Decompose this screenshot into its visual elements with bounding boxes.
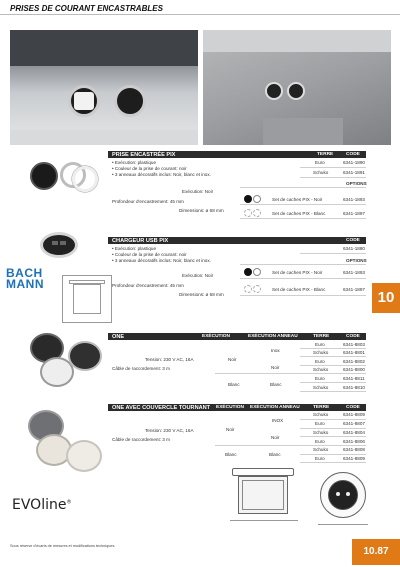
usb-code: 6341-1880 (343, 246, 365, 251)
one-exec-noir: Noir (228, 357, 237, 362)
bachmann-logo: BACH MANN (6, 266, 44, 291)
one-couvercle-terre-6: Euro (315, 456, 325, 461)
one-couvercle-tension: Tension: 230 V AC, 16A (145, 428, 194, 433)
pix-option-2-label: Set de caches PIX - Blanc (272, 211, 326, 216)
page-title: PRISES DE COURANT ENCASTRABLES (10, 4, 163, 13)
cover-placeholder-icon (244, 209, 252, 217)
pix-col-terre: TERRE (317, 152, 334, 157)
one-code-3: 6341-8802 (343, 359, 365, 364)
pix-bullet-1: • Exécution: plastique (112, 160, 156, 165)
usb-execution: Exécution: Noir (182, 273, 214, 278)
one-code-1: 6341-8803 (343, 342, 365, 347)
one-code-6: 6341-8810 (343, 385, 365, 390)
usb-option-1-code: 6341-1893 (343, 270, 365, 275)
black-cover-icon (244, 195, 252, 203)
pix-options-label: OPTIONS (346, 181, 367, 186)
one-couvercle-col-anneau: EXÉCUTION ANNEAU (250, 405, 300, 410)
header-divider (0, 14, 400, 15)
usb-dimensions: Dimensions: ø 68 mm (179, 292, 224, 297)
one-exec-blanc: Blanc (228, 382, 240, 387)
one-couvercle-header-bar (108, 404, 366, 411)
pix-execution: Exécution: Noir (182, 189, 214, 194)
pix-bullet-3: • 3 anneaux décoratifs inclus: Noir, blanc et inox. (112, 172, 211, 177)
cover-placeholder-icon (244, 285, 252, 293)
one-anneau-noir: Noir (271, 365, 280, 370)
pix-option-2-code: 6341-1897 (343, 211, 365, 216)
one-code-5: 6341-8811 (343, 376, 365, 381)
kitchen-photo-left (10, 30, 198, 145)
one-col-anneau: EXÉCUTION ANNEAU (248, 334, 298, 339)
technical-drawing-top (318, 468, 368, 536)
one-terre-5: Euro (315, 376, 325, 381)
one-couvercle-cable: Câble de raccordement: 3 m (112, 437, 170, 442)
one-couvercle-terre-5: Schuko (313, 447, 329, 452)
pix-terre-2: Schuko (313, 170, 329, 175)
usb-col-code: CODE (346, 238, 360, 243)
one-couvercle-code-5: 6341-8808 (343, 447, 365, 452)
pix-header-bar (108, 151, 366, 158)
one-title: ONE (112, 333, 125, 340)
one-couvercle-terre-4: Euro (315, 439, 325, 444)
pix-bullet-2: • Couleur de la prise de courant: noir (112, 166, 187, 171)
one-terre-4: Schuko (313, 367, 329, 372)
pix-dimensions: Dimensions: ø 68 mm (179, 208, 224, 213)
footer-disclaimer: Sous réserve d'écarts de mesures et modifications techniques. (10, 544, 116, 548)
one-product-image (30, 333, 105, 393)
one-couvercle-anneau-inox: INOX (272, 418, 284, 423)
pix-code-1: 6341-1890 (343, 160, 365, 165)
one-col-code: CODE (346, 334, 360, 339)
usb-title: CHARGEUR USB PIX (112, 237, 169, 244)
one-code-2: 6341-8801 (343, 350, 365, 355)
usb-bullet-2: • Couleur de la prise de courant: noir (112, 252, 187, 257)
kitchen-photo-right (203, 30, 391, 145)
one-anneau-inox: Inox (271, 348, 280, 353)
pix-option-1-label: Set de caches PIX - Noir (272, 197, 323, 202)
usb-profondeur: Profondeur d'encastrement: 45 mm (112, 283, 184, 288)
one-tension: Tension: 230 V AC, 16A (145, 357, 194, 362)
one-couvercle-col-code: CODE (346, 405, 360, 410)
one-col-exec: EXÉCUTION (202, 334, 230, 339)
one-couvercle-product-image (28, 410, 108, 488)
one-couvercle-anneau-noir: Noir (271, 435, 280, 440)
cover-placeholder-icon-2 (253, 285, 261, 293)
usb-dimension-drawing (62, 275, 112, 323)
usb-product-image (40, 232, 80, 260)
usb-header-bar (108, 237, 366, 244)
chapter-tab: 10 (372, 283, 400, 313)
usb-option-1-label: Set de caches PIX - Noir (272, 270, 323, 275)
technical-drawing-side (230, 468, 298, 536)
one-couvercle-col-exec: EXÉCUTION (216, 405, 244, 410)
one-couvercle-code-3: 6341-8804 (343, 430, 365, 435)
one-couvercle-exec-blanc: Blanc (225, 452, 237, 457)
usb-bullet-1: • Exécution: plastique (112, 246, 156, 251)
one-col-terre: TERRE (313, 334, 330, 339)
one-terre-6: Schuko (313, 385, 329, 390)
one-couvercle-terre-3: Schuko (313, 430, 329, 435)
one-anneau-blanc: Blanc (270, 382, 282, 387)
white-cover-icon (253, 268, 261, 276)
pix-title: PRISE ENCASTRÉE PIX (112, 151, 176, 158)
one-couvercle-code-6: 6341-8809 (343, 456, 365, 461)
one-terre-3: Euro (315, 359, 325, 364)
one-header-bar (108, 333, 366, 340)
pix-col-code: CODE (346, 152, 360, 157)
evoline-logo: EVOline® (12, 497, 72, 513)
one-couvercle-code-2: 6341-8807 (343, 421, 365, 426)
cover-placeholder-icon-2 (253, 209, 261, 217)
one-couvercle-code-1: 6341-8809 (343, 412, 365, 417)
one-couvercle-code-4: 6341-8806 (343, 439, 365, 444)
white-cover-icon (253, 195, 261, 203)
pix-terre-1: Euro (315, 160, 325, 165)
one-cable: Câble de raccordement: 3 m (112, 366, 170, 371)
one-terre-2: Schuko (313, 350, 329, 355)
one-couvercle-terre-1: Schuko (313, 412, 329, 417)
page-number: 10.87 (352, 539, 400, 565)
one-couvercle-col-terre: TERRE (313, 405, 330, 410)
pix-option-1-code: 6341-1893 (343, 197, 365, 202)
one-couvercle-terre-2: Euro (315, 421, 325, 426)
one-couvercle-title: ONE AVEC COUVERCLE TOURNANT (112, 404, 211, 411)
usb-option-2-code: 6341-1897 (343, 287, 365, 292)
one-terre-1: Euro (315, 342, 325, 347)
one-couvercle-anneau-blanc: Blanc (269, 452, 281, 457)
one-code-4: 6341-8800 (343, 367, 365, 372)
usb-bullet-3: • 3 anneaux décoratifs inclus: Noir, blanc et inox. (112, 258, 211, 263)
pix-product-image (30, 158, 100, 194)
one-couvercle-exec-noir: Noir (226, 427, 235, 432)
pix-code-2: 6341-1891 (343, 170, 365, 175)
pix-profondeur: Profondeur d'encastrement: 45 mm (112, 199, 184, 204)
black-cover-icon (244, 268, 252, 276)
usb-option-2-label: Set de caches PIX - Blanc (272, 287, 326, 292)
usb-options-label: OPTIONS (346, 258, 367, 263)
